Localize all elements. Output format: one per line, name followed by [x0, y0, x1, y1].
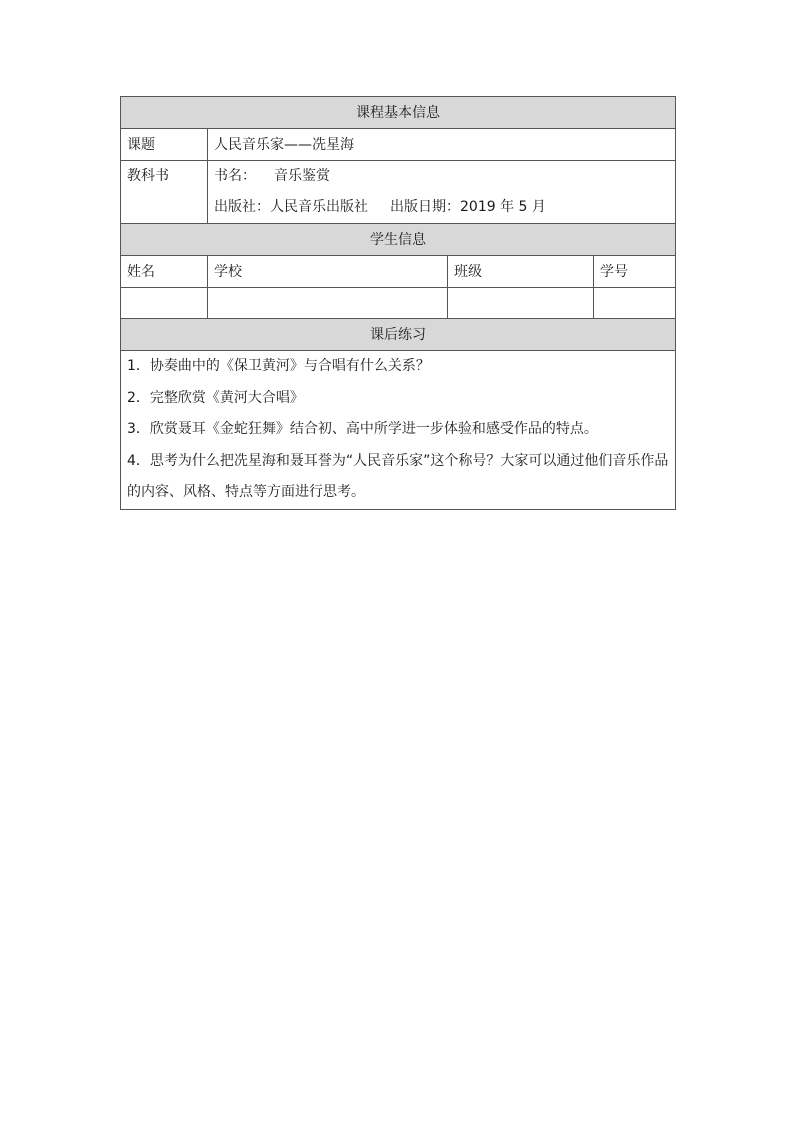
- student-values-row: [121, 288, 676, 319]
- topic-label: 课题: [121, 129, 208, 161]
- column-school: 学校: [208, 256, 448, 288]
- publisher-line: [214, 192, 669, 223]
- exercise-item: 1．协奏曲中的《保卫黄河》与合唱有什么关系？: [127, 358, 430, 374]
- publish-date-label: 出版日期：: [390, 199, 460, 215]
- exercise-item: 4．思考为什么把冼星海和聂耳誉为“人民音乐家”这个称号？大家可以通过他们音乐作品的内容、风格、特点等方面进行思考。: [127, 452, 669, 500]
- book-name-line: [214, 161, 669, 192]
- textbook-details: [208, 161, 676, 224]
- exercises-row: [121, 351, 676, 510]
- student-columns-row: [121, 256, 676, 288]
- course-info-title: 课程基本信息: [121, 97, 676, 129]
- topic-value: 人民音乐家——冼星海: [208, 129, 676, 161]
- column-name: 姓名: [121, 256, 208, 288]
- student-class-cell[interactable]: [448, 288, 594, 319]
- student-info-title: 学生信息: [121, 224, 676, 256]
- publisher-value: 人民音乐出版社: [270, 199, 368, 215]
- book-name-value: 音乐鉴赏: [274, 168, 330, 184]
- exercises-list: [121, 351, 676, 510]
- exercise-item: 3．欣赏聂耳《金蛇狂舞》结合初、高中所学进一步体验和感受作品的特点。: [127, 421, 598, 437]
- book-name-label: 书名：: [214, 168, 256, 184]
- student-id-cell[interactable]: [594, 288, 676, 319]
- course-sheet: [120, 96, 675, 510]
- exercises-header-row: [121, 319, 676, 351]
- student-name-cell[interactable]: [121, 288, 208, 319]
- publisher-label: 出版社：: [214, 199, 270, 215]
- student-school-cell[interactable]: [208, 288, 448, 319]
- column-student-id: 学号: [594, 256, 676, 288]
- column-class: 班级: [448, 256, 594, 288]
- textbook-label-text: 教科书: [127, 168, 169, 184]
- textbook-row: [121, 161, 676, 224]
- exercises-title: 课后练习: [121, 319, 676, 351]
- exercise-item: 2．完整欣赏《黄河大合唱》: [127, 389, 304, 406]
- course-info-table: [120, 96, 676, 510]
- topic-row: [121, 129, 676, 161]
- publish-date-value: 2019 年 5 月: [460, 199, 546, 215]
- course-info-header-row: [121, 97, 676, 129]
- textbook-label: [121, 161, 208, 224]
- student-info-header-row: [121, 224, 676, 256]
